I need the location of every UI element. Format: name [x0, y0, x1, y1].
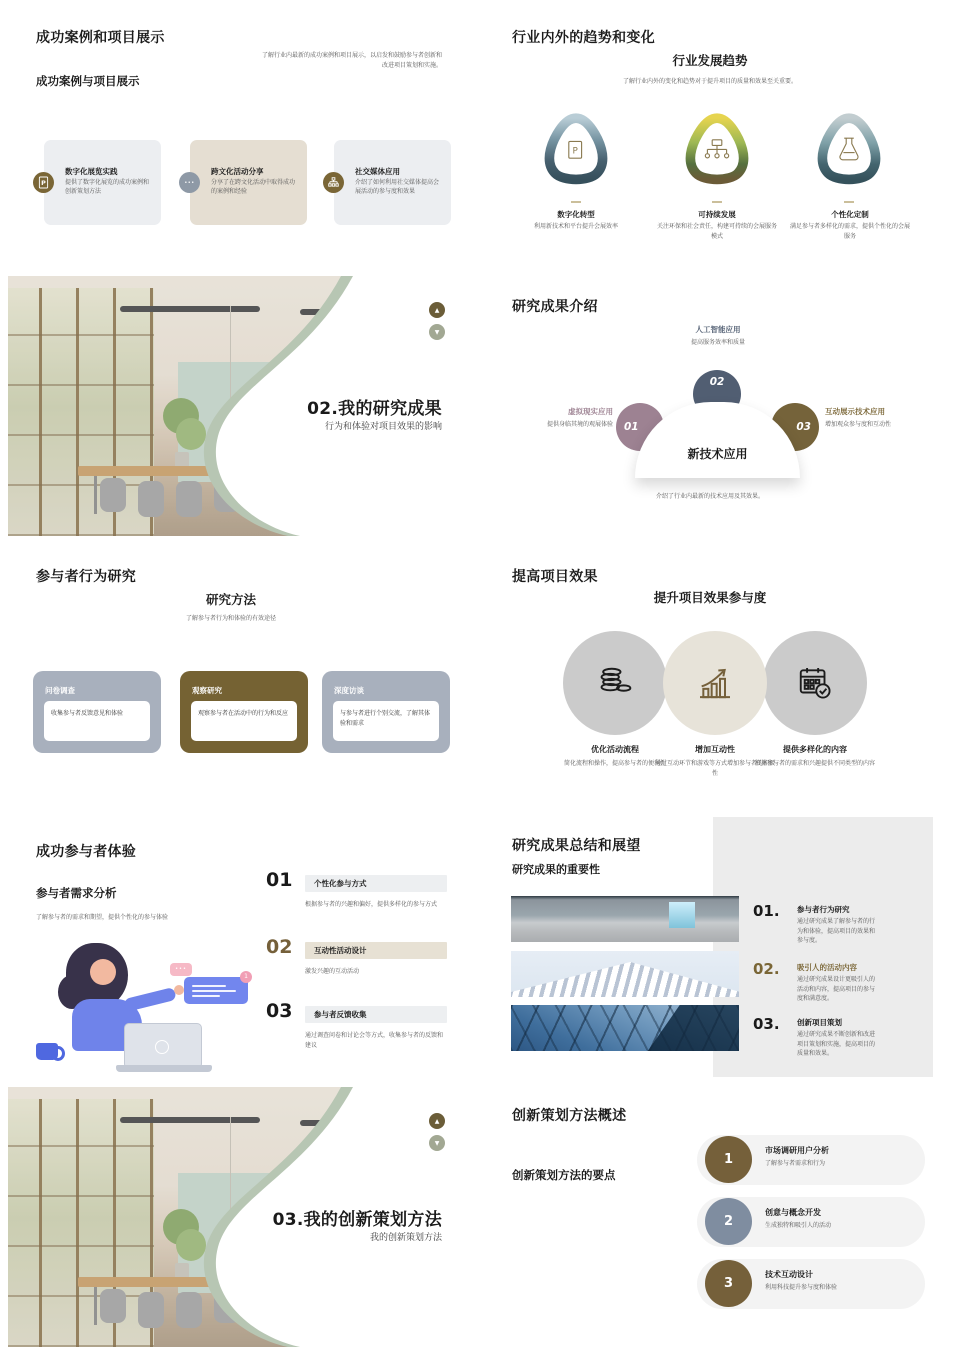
- method-card: [180, 671, 308, 753]
- trend-ring-steel: [536, 111, 616, 191]
- trend-title: 个性化定制: [831, 210, 869, 219]
- point-number: 02.: [753, 960, 780, 978]
- coins-icon: [563, 631, 667, 735]
- step-desc: 通过调查问卷和讨论会等方式，收集参与者的反馈和建议: [305, 1032, 444, 1049]
- pill-text: [765, 1207, 831, 1231]
- slide-participant-behavior: [8, 546, 454, 806]
- divider-dash: [844, 201, 854, 203]
- method-card: [33, 671, 161, 753]
- pill-desc: 了解参与者需求和行为: [765, 1160, 826, 1167]
- slide-section-divider-02: [8, 276, 454, 536]
- node-label-left: [509, 406, 613, 430]
- trend-desc: 满足参与者多样化的需求，提供个性化的会展服务: [789, 223, 910, 240]
- center-heading: 研究方法: [205, 592, 256, 607]
- card-title: 数字化展览实践: [65, 167, 118, 176]
- page-title: 创新策划方法概述: [512, 1108, 627, 1124]
- node-number: 01: [624, 421, 639, 433]
- page-title: 提高项目效果: [512, 569, 598, 585]
- heading-desc: 了解行业内外的变化和趋势对于提升项目的质量和效果至关重要。: [622, 78, 797, 85]
- chevron-up-icon: ▲: [434, 306, 440, 314]
- card-desc: 介绍了如何利用社交媒体提高会展活动的参与度和效果: [355, 179, 440, 196]
- trend-ring-ocean: [809, 111, 889, 191]
- pill-desc: 利用科技提升参与度和体验: [765, 1284, 838, 1291]
- pill-text: [765, 1145, 829, 1169]
- photo-architecture-ridges: [511, 951, 739, 997]
- method-title: 深度访谈: [334, 686, 364, 695]
- slide-section-divider-03: [8, 1087, 454, 1347]
- photo-glass-skyscraper: [511, 1005, 739, 1051]
- card-desc: 提供了数字化展览的成功案例和创新策划方法: [65, 179, 150, 196]
- trend-item: [657, 209, 777, 241]
- svg-text:P: P: [572, 146, 578, 157]
- share-network-icon: [323, 172, 344, 193]
- trend-desc: 关注环保和社会责任，构建可持续的会展服务模式: [657, 223, 778, 240]
- step-title: 互动性活动设计: [305, 942, 447, 959]
- point-title: 创新项目策划: [797, 1018, 842, 1027]
- footer-note: 介绍了行业内最新的技术应用及其效果。: [655, 493, 764, 500]
- chat-dots-bubble: •••: [170, 963, 192, 976]
- section-heading: 参与者需求分析: [36, 886, 117, 900]
- section-subtitle: 我的创新策划方法: [369, 1233, 442, 1243]
- point-number: 01.: [753, 902, 780, 920]
- page-title: 成功案例和项目展示: [36, 30, 165, 46]
- center-label: 新技术应用: [687, 447, 748, 461]
- point-block: [797, 962, 879, 1004]
- section-number-title: 03.我的创新策划方法: [272, 1210, 442, 1230]
- section-heading: 创新策划方法的要点: [512, 1168, 616, 1182]
- woman-laptop-illustration: [28, 935, 263, 1070]
- effect-title: 增加互动性: [695, 745, 735, 754]
- laptop: [124, 1023, 202, 1069]
- slide-industry-trends: [487, 5, 933, 265]
- feature-card: [44, 140, 161, 225]
- card-title: 社交媒体应用: [355, 167, 400, 176]
- method-desc: 与参与者进行个别交流，了解其体验和需求: [333, 701, 439, 741]
- org-tree-icon: [705, 140, 728, 158]
- effect-title: 优化活动流程: [591, 745, 639, 754]
- svg-text:P: P: [41, 179, 46, 188]
- trend-item: [789, 209, 911, 241]
- effect-desc: 简化流程和操作，提高参与者的便利性: [563, 760, 666, 767]
- pill-title: 技术互动设计: [765, 1270, 813, 1279]
- step-title: 参与者反馈收集: [305, 1006, 447, 1023]
- method-desc: 收集参与者反馈意见和体验: [44, 701, 150, 741]
- chevron-up-icon: ▲: [434, 1117, 440, 1125]
- section-subtitle: 行为和体验对项目效果的影响: [324, 422, 442, 432]
- card-desc: 分享了在跨文化活动中取得成功的案例和经验: [211, 179, 296, 196]
- step-number: 02: [266, 936, 293, 958]
- point-block: [797, 904, 879, 946]
- intro-text: 了解行业内最新的成功案例和项目展示，以启发和鼓励参与者创新和改进项目策划和实施。: [261, 52, 442, 69]
- step-desc: 根据参与者的兴趣和偏好，提供多样化的参与方式: [305, 901, 438, 908]
- point-desc: 通过研究成果了解参与者的行为和体验，提高项目的效果和参与度。: [797, 918, 876, 945]
- hand: [174, 985, 184, 995]
- step-title: 个性化参与方式: [305, 875, 447, 892]
- method-title: 问卷调查: [45, 686, 75, 695]
- node-label-top: [638, 324, 798, 348]
- section-subtitle: 成功案例与项目展示: [36, 74, 140, 88]
- node-label-right: [825, 406, 929, 430]
- page-title: 成功参与者体验: [36, 844, 137, 860]
- flask-icon: [840, 138, 858, 160]
- nav-up-button[interactable]: [429, 1113, 445, 1129]
- arm: [123, 987, 177, 1012]
- laptop-base: [116, 1065, 212, 1072]
- node-title: 人工智能应用: [695, 325, 741, 334]
- trend-title: 可持续发展: [698, 210, 736, 219]
- effect-desc: 根据参与者的需求和兴趣提供不同类型的内容: [755, 760, 876, 767]
- pill-number: 2: [705, 1198, 752, 1245]
- pill-number: 3: [705, 1260, 752, 1307]
- trend-item: [516, 209, 636, 232]
- section-heading: 研究成果的重要性: [512, 863, 600, 876]
- effect-title: 提供多样化的内容: [783, 745, 847, 754]
- nav-down-button[interactable]: [429, 1135, 445, 1151]
- divider-dash: [712, 201, 722, 203]
- notification-badge: 1: [240, 971, 252, 983]
- section-number-title: 02.我的研究成果: [307, 399, 442, 419]
- node-desc: 提高服务效率和质量: [690, 339, 745, 346]
- document-p-icon: [33, 172, 54, 193]
- mug: [36, 1043, 58, 1060]
- section-desc: 了解参与者的需求和期望，提供个性化的参与体验: [36, 914, 169, 921]
- point-desc: 通过研究成果不断创新和改进项目策划和实施，提高项目的质量和效果。: [797, 1031, 876, 1058]
- pill-title: 市场调研用户分析: [765, 1146, 829, 1155]
- page-title: 研究成果总结和展望: [512, 838, 641, 854]
- step-number: 03: [266, 1000, 293, 1022]
- feature-card: [190, 140, 307, 225]
- slide-research-results-intro: [487, 276, 933, 536]
- method-title: 观察研究: [192, 686, 222, 695]
- point-number: 03.: [753, 1015, 780, 1033]
- point-title: 参与者行为研究: [797, 905, 850, 914]
- effect-desc: 通过互动环节和游戏等方式增加参与者的积极性: [655, 760, 776, 777]
- trend-title: 数字化转型: [557, 210, 595, 219]
- node-number: 02: [709, 376, 725, 388]
- slide-improve-effect: [487, 546, 933, 806]
- face: [90, 959, 116, 985]
- divider-dash: [571, 201, 581, 203]
- page-title: 参与者行为研究: [36, 569, 137, 585]
- nav-down-button[interactable]: [429, 324, 445, 340]
- pill-title: 创意与概念开发: [765, 1208, 821, 1217]
- node-desc: 增加观众参与度和互动性: [825, 421, 892, 428]
- heading-desc: 了解参与者行为和体验的有效途径: [185, 615, 276, 622]
- chevron-down-icon: ▼: [434, 1139, 440, 1147]
- point-desc: 通过研究成果设计更吸引人的活动和内容，提高项目的参与度和满意度。: [797, 976, 876, 1003]
- chevron-down-icon: ▼: [434, 328, 440, 336]
- node-desc: 提供身临其境的观展体验: [546, 421, 613, 428]
- point-title: 吸引人的活动内容: [797, 963, 857, 972]
- calendar-check-icon: [763, 631, 867, 735]
- slide-summary-outlook: [487, 817, 933, 1077]
- step-number: 01: [266, 869, 293, 891]
- center-heading: 行业发展趋势: [672, 53, 748, 68]
- trend-desc: 利用新技术和平台提升会展效率: [533, 223, 618, 230]
- feature-card: [334, 140, 451, 225]
- slide-innovation-overview: [487, 1087, 933, 1347]
- node-title: 虚拟现实应用: [568, 407, 613, 416]
- page-title: 研究成果介绍: [512, 299, 598, 315]
- growth-chart-icon: [663, 631, 767, 735]
- effect-item: [755, 744, 875, 769]
- nav-up-button[interactable]: [429, 302, 445, 318]
- node-number: 03: [796, 421, 811, 433]
- chat-message-bubble: [184, 977, 248, 1004]
- slide-participant-experience: [8, 817, 454, 1077]
- step-desc: 激发兴趣的互动活动: [305, 968, 360, 975]
- pill-number: 1: [705, 1136, 752, 1183]
- card-title: 跨文化活动分享: [211, 167, 264, 176]
- pill-text: [765, 1269, 837, 1293]
- slide-success-cases: [8, 5, 454, 265]
- page-title: 行业内外的趋势和变化: [512, 30, 655, 46]
- chat-bubble-icon: •••: [179, 172, 200, 193]
- method-card: [322, 671, 450, 753]
- node-title: 互动展示技术应用: [825, 407, 885, 416]
- point-block: [797, 1017, 879, 1059]
- photo-minimal-interior: [511, 896, 739, 942]
- pill-desc: 生成独特和吸引人的活动: [765, 1222, 832, 1229]
- center-heading: 提升项目效果参与度: [653, 590, 767, 605]
- trend-ring-nature: [677, 111, 757, 191]
- method-desc: 观察参与者在活动中的行为和反应: [191, 701, 297, 741]
